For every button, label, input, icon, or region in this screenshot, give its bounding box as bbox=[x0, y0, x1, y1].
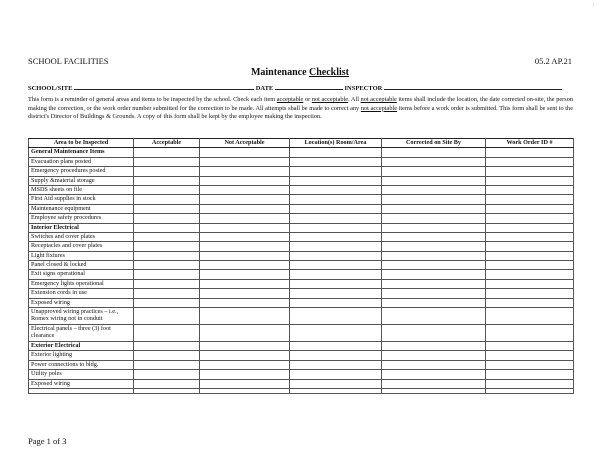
table-row bbox=[29, 167, 574, 176]
item-label: Exposed wiring bbox=[29, 298, 134, 307]
work-order-cell[interactable] bbox=[486, 204, 574, 213]
table-row bbox=[29, 214, 574, 223]
acceptable-cell[interactable] bbox=[134, 388, 200, 393]
location-cell[interactable] bbox=[290, 325, 382, 342]
acceptable-cell[interactable] bbox=[134, 242, 200, 251]
item-label: Extension cords in use bbox=[29, 289, 134, 298]
work-order-cell[interactable] bbox=[486, 289, 574, 298]
location-cell[interactable] bbox=[290, 167, 382, 176]
intro-paragraph bbox=[28, 96, 573, 122]
not-acceptable-cell bbox=[200, 223, 290, 232]
not-acceptable-cell[interactable] bbox=[200, 167, 290, 176]
location-cell[interactable] bbox=[290, 370, 382, 379]
location-cell[interactable] bbox=[290, 360, 382, 369]
work-order-cell[interactable] bbox=[486, 370, 574, 379]
not-acceptable-cell[interactable] bbox=[200, 351, 290, 360]
corrected-by-cell[interactable] bbox=[382, 185, 486, 194]
work-order-cell[interactable] bbox=[486, 195, 574, 204]
table-row bbox=[29, 157, 574, 166]
location-cell[interactable] bbox=[290, 242, 382, 251]
not-acceptable-cell[interactable] bbox=[200, 289, 290, 298]
not-acceptable-cell[interactable] bbox=[200, 298, 290, 307]
location-cell[interactable] bbox=[290, 232, 382, 241]
date-label: DATE bbox=[255, 85, 274, 92]
work-order-cell[interactable] bbox=[486, 167, 574, 176]
header-code: 05.2 AP.21 bbox=[534, 56, 572, 66]
section-row bbox=[29, 342, 574, 351]
inspector-field[interactable] bbox=[384, 83, 562, 90]
item-label: Receptacles and cover plates bbox=[29, 242, 134, 251]
work-order-cell[interactable] bbox=[486, 360, 574, 369]
acceptable-cell[interactable] bbox=[134, 157, 200, 166]
corrected-by-cell[interactable] bbox=[382, 279, 486, 288]
inspector-label: INSPECTOR bbox=[344, 85, 383, 92]
item-label: Electrical panels – three (3) foot clearance bbox=[29, 325, 134, 342]
table-row bbox=[29, 251, 574, 260]
intro-text: This form is a reminder of general areas and items to be inspected by the school. Check each item bbox=[28, 96, 277, 103]
table-row bbox=[29, 185, 574, 194]
work-order-cell[interactable] bbox=[486, 232, 574, 241]
date-field[interactable] bbox=[275, 83, 343, 90]
page-number: Page 1 of 3 bbox=[28, 436, 67, 446]
work-order-cell[interactable] bbox=[486, 157, 574, 166]
acceptable-cell bbox=[134, 148, 200, 157]
not-acceptable-cell[interactable] bbox=[200, 242, 290, 251]
acceptable-cell[interactable] bbox=[134, 370, 200, 379]
item-label: Emergency lights operational bbox=[29, 279, 134, 288]
intro-term-not-acceptable: not acceptable bbox=[311, 96, 349, 103]
intro-term-acceptable: acceptable bbox=[276, 96, 304, 103]
not-acceptable-cell[interactable] bbox=[200, 261, 290, 270]
not-acceptable-cell[interactable] bbox=[200, 214, 290, 223]
corrected-by-cell[interactable] bbox=[382, 242, 486, 251]
col-header-work-order: Work Order ID # bbox=[486, 139, 574, 148]
location-cell[interactable] bbox=[290, 279, 382, 288]
corrected-by-cell[interactable] bbox=[382, 176, 486, 185]
school-site-label: SCHOOL/SITE bbox=[28, 85, 73, 92]
table-row bbox=[29, 298, 574, 307]
work-order-cell[interactable] bbox=[486, 176, 574, 185]
acceptable-cell bbox=[134, 223, 200, 232]
work-order-cell[interactable] bbox=[486, 351, 574, 360]
work-order-cell[interactable] bbox=[486, 279, 574, 288]
table-row bbox=[29, 270, 574, 279]
corrected-by-cell[interactable] bbox=[382, 214, 486, 223]
section-label: Interior Electrical bbox=[29, 223, 134, 232]
not-acceptable-cell[interactable] bbox=[200, 232, 290, 241]
item-label: Emergency procedures posted bbox=[29, 167, 134, 176]
location-cell[interactable] bbox=[290, 176, 382, 185]
col-header-location: Location(s) Room/Area bbox=[290, 139, 382, 148]
school-site-field[interactable] bbox=[74, 83, 254, 90]
location-cell bbox=[290, 342, 382, 351]
corner-mark: i bbox=[592, 2, 594, 8]
location-cell bbox=[290, 223, 382, 232]
corrected-by-cell[interactable] bbox=[382, 370, 486, 379]
work-order-cell bbox=[486, 148, 574, 157]
not-acceptable-cell[interactable] bbox=[200, 251, 290, 260]
corrected-by-cell[interactable] bbox=[382, 360, 486, 369]
header-org: SCHOOL FACILITIES bbox=[28, 56, 109, 66]
not-acceptable-cell[interactable] bbox=[200, 195, 290, 204]
corrected-by-cell[interactable] bbox=[382, 195, 486, 204]
not-acceptable-cell[interactable] bbox=[200, 379, 290, 388]
table-row bbox=[29, 379, 574, 388]
corrected-by-cell bbox=[382, 148, 486, 157]
work-order-cell[interactable] bbox=[486, 270, 574, 279]
corrected-by-cell[interactable] bbox=[382, 388, 486, 393]
corrected-by-cell bbox=[382, 342, 486, 351]
intro-text: items before a work order is submitted. This form shall be sent to the district's Director of Buildings & Grounds. A copy of this form shall be kept by the employee making the inspection. bbox=[28, 104, 574, 120]
table-row bbox=[29, 388, 574, 393]
acceptable-cell[interactable] bbox=[134, 167, 200, 176]
corrected-by-cell[interactable] bbox=[382, 251, 486, 260]
item-label: Evacuation plans posted bbox=[29, 157, 134, 166]
not-acceptable-cell[interactable] bbox=[200, 325, 290, 342]
page-title bbox=[0, 67, 600, 78]
acceptable-cell[interactable] bbox=[134, 351, 200, 360]
table-row bbox=[29, 351, 574, 360]
item-label: First Aid supplies in stock bbox=[29, 195, 134, 204]
table-body bbox=[29, 148, 574, 394]
section-label: General Maintenance Items bbox=[29, 148, 134, 157]
location-cell[interactable] bbox=[290, 157, 382, 166]
corrected-by-cell[interactable] bbox=[382, 298, 486, 307]
acceptable-cell[interactable] bbox=[134, 308, 200, 325]
corrected-by-cell[interactable] bbox=[382, 289, 486, 298]
item-label bbox=[29, 388, 134, 393]
not-acceptable-cell[interactable] bbox=[200, 308, 290, 325]
acceptable-cell[interactable] bbox=[134, 251, 200, 260]
not-acceptable-cell[interactable] bbox=[200, 270, 290, 279]
form-fields bbox=[28, 83, 562, 92]
not-acceptable-cell[interactable] bbox=[200, 176, 290, 185]
location-cell[interactable] bbox=[290, 195, 382, 204]
acceptable-cell[interactable] bbox=[134, 325, 200, 342]
not-acceptable-cell[interactable] bbox=[200, 360, 290, 369]
location-cell[interactable] bbox=[290, 251, 382, 260]
col-header-acceptable: Acceptable bbox=[134, 139, 200, 148]
item-label: Light fixtures bbox=[29, 251, 134, 260]
not-acceptable-cell[interactable] bbox=[200, 388, 290, 393]
acceptable-cell bbox=[134, 342, 200, 351]
table-row bbox=[29, 289, 574, 298]
intro-text: or bbox=[303, 96, 312, 103]
not-acceptable-cell[interactable] bbox=[200, 185, 290, 194]
item-label: Panel closed & locked bbox=[29, 261, 134, 270]
col-header-not-acceptable: Not Acceptable bbox=[200, 139, 290, 148]
col-header-corrected-by: Corrected on Site By bbox=[382, 139, 486, 148]
corrected-by-cell bbox=[382, 223, 486, 232]
intro-text: . All bbox=[348, 96, 361, 103]
not-acceptable-cell bbox=[200, 148, 290, 157]
table-row bbox=[29, 176, 574, 185]
acceptable-cell[interactable] bbox=[134, 298, 200, 307]
corrected-by-cell[interactable] bbox=[382, 351, 486, 360]
work-order-cell[interactable] bbox=[486, 298, 574, 307]
work-order-cell[interactable] bbox=[486, 379, 574, 388]
corrected-by-cell[interactable] bbox=[382, 204, 486, 213]
table-row bbox=[29, 195, 574, 204]
table-row bbox=[29, 325, 574, 342]
acceptable-cell[interactable] bbox=[134, 176, 200, 185]
table-row bbox=[29, 370, 574, 379]
section-row bbox=[29, 223, 574, 232]
corrected-by-cell[interactable] bbox=[382, 167, 486, 176]
not-acceptable-cell[interactable] bbox=[200, 204, 290, 213]
acceptable-cell[interactable] bbox=[134, 270, 200, 279]
item-label: Unapproved wiring practices – i.e., Romex wiring not in conduit bbox=[29, 308, 134, 325]
section-row bbox=[29, 148, 574, 157]
corrected-by-cell[interactable] bbox=[382, 270, 486, 279]
acceptable-cell[interactable] bbox=[134, 261, 200, 270]
location-cell[interactable] bbox=[290, 308, 382, 325]
location-cell[interactable] bbox=[290, 204, 382, 213]
table-row bbox=[29, 308, 574, 325]
not-acceptable-cell[interactable] bbox=[200, 370, 290, 379]
location-cell bbox=[290, 148, 382, 157]
item-label: Exterior lighting bbox=[29, 351, 134, 360]
work-order-cell[interactable] bbox=[486, 251, 574, 260]
item-label: Utility poles bbox=[29, 370, 134, 379]
checklist-table bbox=[28, 138, 574, 394]
item-label: Exit signs operational bbox=[29, 270, 134, 279]
not-acceptable-cell[interactable] bbox=[200, 157, 290, 166]
work-order-cell[interactable] bbox=[486, 325, 574, 342]
not-acceptable-cell bbox=[200, 342, 290, 351]
corrected-by-cell[interactable] bbox=[382, 379, 486, 388]
work-order-cell[interactable] bbox=[486, 388, 574, 393]
item-label: Power connections to bldg. bbox=[29, 360, 134, 369]
acceptable-cell[interactable] bbox=[134, 289, 200, 298]
location-cell[interactable] bbox=[290, 214, 382, 223]
item-label: MSDS sheets on file bbox=[29, 185, 134, 194]
location-cell[interactable] bbox=[290, 351, 382, 360]
acceptable-cell[interactable] bbox=[134, 379, 200, 388]
table-row bbox=[29, 360, 574, 369]
section-label: Exterior Electrical bbox=[29, 342, 134, 351]
location-cell[interactable] bbox=[290, 388, 382, 393]
acceptable-cell[interactable] bbox=[134, 214, 200, 223]
table-row bbox=[29, 261, 574, 270]
table-row bbox=[29, 232, 574, 241]
col-header-area: Area to be Inspected bbox=[29, 139, 134, 148]
table-row bbox=[29, 242, 574, 251]
item-label: Employee safety procedures bbox=[29, 214, 134, 223]
work-order-cell[interactable] bbox=[486, 308, 574, 325]
acceptable-cell[interactable] bbox=[134, 279, 200, 288]
not-acceptable-cell[interactable] bbox=[200, 279, 290, 288]
location-cell[interactable] bbox=[290, 270, 382, 279]
work-order-cell bbox=[486, 223, 574, 232]
intro-text: items shall include the location, the date corrected on-site, the person making the correction, or the work order number submitted for the correction to be made. All attempts shall be made to correct any bbox=[28, 96, 574, 112]
work-order-cell[interactable] bbox=[486, 261, 574, 270]
acceptable-cell[interactable] bbox=[134, 195, 200, 204]
title-part-2: Checklist bbox=[309, 67, 350, 78]
corrected-by-cell[interactable] bbox=[382, 308, 486, 325]
item-label: Switches and cover plates bbox=[29, 232, 134, 241]
location-cell[interactable] bbox=[290, 298, 382, 307]
item-label: Supply &material storage bbox=[29, 176, 134, 185]
work-order-cell bbox=[486, 342, 574, 351]
acceptable-cell[interactable] bbox=[134, 204, 200, 213]
item-label: Maintenance equipment bbox=[29, 204, 134, 213]
work-order-cell[interactable] bbox=[486, 185, 574, 194]
work-order-cell[interactable] bbox=[486, 214, 574, 223]
corrected-by-cell[interactable] bbox=[382, 232, 486, 241]
table-row bbox=[29, 279, 574, 288]
acceptable-cell[interactable] bbox=[134, 360, 200, 369]
table-row bbox=[29, 204, 574, 213]
acceptable-cell[interactable] bbox=[134, 185, 200, 194]
location-cell[interactable] bbox=[290, 185, 382, 194]
item-label: Exposed wiring bbox=[29, 379, 134, 388]
intro-term-not-acceptable: not acceptable bbox=[360, 96, 397, 103]
corrected-by-cell[interactable] bbox=[382, 157, 486, 166]
location-cell[interactable] bbox=[290, 261, 382, 270]
location-cell[interactable] bbox=[290, 289, 382, 298]
corrected-by-cell[interactable] bbox=[382, 325, 486, 342]
work-order-cell[interactable] bbox=[486, 242, 574, 251]
title-part-1: Maintenance bbox=[250, 67, 310, 78]
intro-term-not-acceptable: not acceptable bbox=[360, 104, 398, 112]
acceptable-cell[interactable] bbox=[134, 232, 200, 241]
table-header-row bbox=[29, 139, 574, 148]
corrected-by-cell[interactable] bbox=[382, 261, 486, 270]
location-cell[interactable] bbox=[290, 379, 382, 388]
